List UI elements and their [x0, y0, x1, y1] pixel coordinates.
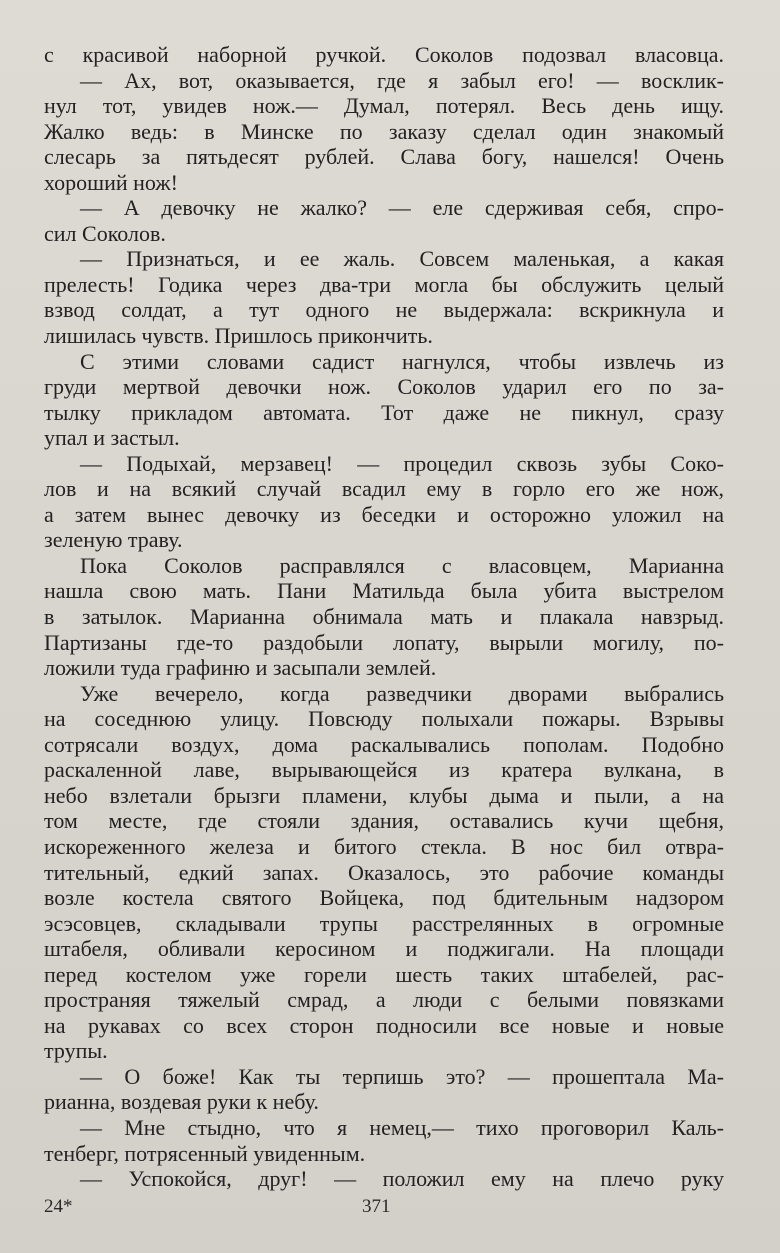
text-line: слесарь за пятьдесят рублей. Слава богу, нашелся! Очень — [44, 144, 724, 170]
text-line: Партизаны где-то раздобыли лопату, вырыли могилу, по- — [44, 629, 724, 655]
text-line: — Ах, вот, оказывается, где я забыл его! — восклик- — [80, 67, 724, 93]
text-line: сотрясали воздух, дома раскалывались пополам. Подобно — [44, 731, 724, 757]
text-line: эсэсовцев, складывали трупы расстрелянных в огромные — [44, 910, 724, 936]
text-line: рианна, воздевая руки к небу. — [44, 1089, 319, 1115]
text-line: сил Соколов. — [44, 220, 166, 246]
text-line: — Мне стыдно, что я немец,— тихо проговорил Каль- — [80, 1114, 724, 1140]
text-line: небо взлетали брызги пламени, клубы дыма и пыли, а на — [44, 782, 724, 808]
text-line: взвод солдат, а тут одного не выдержала: вскрикнула и — [44, 297, 724, 323]
text-line: С этими словами садист нагнулся, чтобы извлечь из — [80, 348, 724, 374]
text-line: нашла свою мать. Пани Матильда была убита выстрелом — [44, 578, 724, 604]
text-line: штабеля, обливали керосином и поджигали. На площади — [44, 936, 724, 962]
text-line: — А девочку не жалко? — еле сдерживая себя, спро- — [80, 195, 724, 221]
text-line: трупы. — [44, 1038, 108, 1064]
text-line: на соседнюю улицу. Повсюду полыхали пожары. Взрывы — [44, 706, 724, 732]
text-line: том месте, где стояли здания, оставались кучи щебня, — [44, 808, 724, 834]
text-line: — Признаться, и ее жаль. Совсем маленькая, а какая — [80, 246, 724, 272]
text-line: лов и на всякий случай всадил ему в горло его же нож, — [44, 476, 724, 502]
text-line: ложили туда графиню и засыпали землей. — [44, 655, 437, 681]
text-line: упал и застыл. — [44, 425, 180, 451]
text-line: — Успокойся, друг! — положил ему на плечо руку — [80, 1166, 724, 1192]
text-line: тительный, едкий запах. Оказалось, это рабочие команды — [44, 859, 724, 885]
text-line: тенберг, потрясенный увиденным. — [44, 1140, 366, 1166]
text-line: Пока Соколов расправлялся с власовцем, Марианна — [80, 552, 724, 578]
page-footer — [0, 1196, 780, 1226]
page-text — [44, 42, 724, 1192]
text-line: на рукавах со всех сторон подносили все новые и новые — [44, 1012, 724, 1038]
text-line: нул тот, увидев нож.— Думал, потерял. Весь день ищу. — [44, 93, 724, 119]
text-line: Уже вечерело, когда разведчики дворами выбрались — [80, 680, 724, 706]
text-line: тылку прикладом автомата. Тот даже не пикнул, сразу — [44, 399, 724, 425]
text-line: а затем вынес девочку из беседки и осторожно уложил на — [44, 501, 724, 527]
text-line: с красивой наборной ручкой. Соколов подозвал власовца. — [44, 42, 724, 67]
text-line: хороший нож! — [44, 169, 178, 195]
text-line: искореженного железа и битого стекла. В нос бил отвра- — [44, 833, 724, 859]
text-line: прелесть! Годика через два-три могла бы обслужить целый — [44, 271, 724, 297]
text-line: раскаленной лаве, вырывающейся из кратера вулкана, в — [44, 757, 724, 783]
text-line: лишилась чувств. Пришлось прикончить. — [44, 323, 433, 349]
text-line: Жалко ведь: в Минске по заказу сделал один знакомый — [44, 118, 724, 144]
text-line: перед костелом уже горели шесть таких штабелей, рас- — [44, 961, 724, 987]
text-line: зеленую траву. — [44, 527, 183, 553]
signature-mark: 24* — [44, 1196, 73, 1217]
page-number: 371 — [362, 1196, 391, 1217]
text-line: в затылок. Марианна обнимала мать и плакала навзрыд. — [44, 604, 724, 630]
text-line: пространяя тяжелый смрад, а люди с белыми повязками — [44, 987, 724, 1013]
text-line: — О боже! Как ты терпишь это? — прошептала Ма- — [80, 1063, 724, 1089]
text-line: возле костела святого Войцека, под бдительным надзором — [44, 885, 724, 911]
text-line: — Подыхай, мерзавец! — процедил сквозь зубы Соко- — [80, 450, 724, 476]
text-line: груди мертвой девочки нож. Соколов ударил его по за- — [44, 374, 724, 400]
